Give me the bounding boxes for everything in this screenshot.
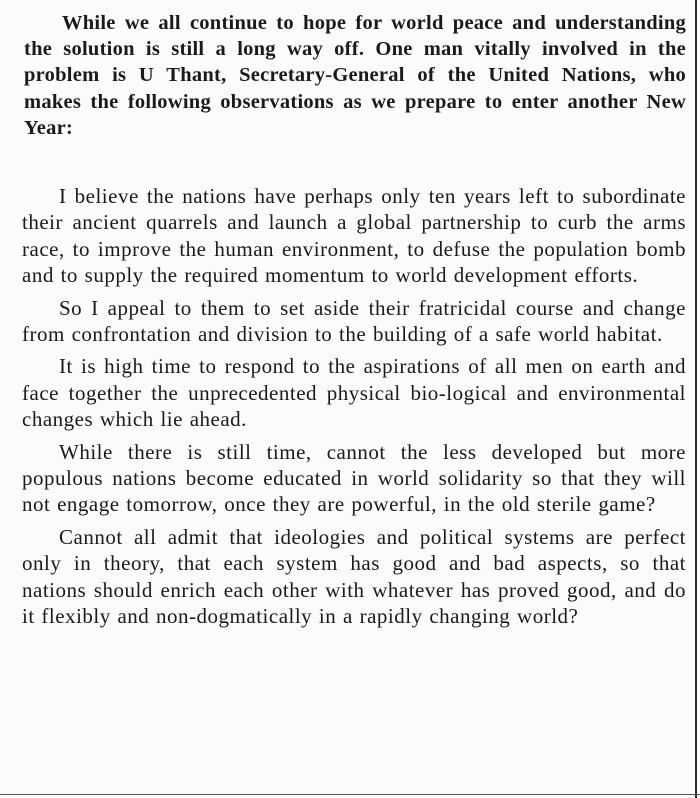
intro-paragraph: While we all continue to hope for world peace and understanding the solution is still a long way off. One man vitally involved in the problem is U Thant, Secretary-General of the United Nations, who makes the following observations as we prepare to enter another New Year: bbox=[24, 12, 686, 139]
quotation-block bbox=[22, 183, 686, 636]
quote-paragraph-1: I believe the nations have perhaps only ten years left to subordinate their ancient quarrels and launch a global partnership to curb the arms race, to improve the human environment, to defuse the population bomb and to supply the required momentum to world development efforts. bbox=[22, 184, 686, 288]
quote-paragraph-4: While there is still time, cannot the less developed but more populous nations become educated in world solidarity so that they will not engage tomorrow, once they are powerful, in the old sterile game? bbox=[22, 439, 686, 517]
page-border-bottom bbox=[0, 794, 700, 795]
quote-paragraph-5: Cannot all admit that ideologies and political systems are perfect only in theory, that each system has good and bad aspects, so that nations should enrich each other with whatever has proved good, and do it flexibly and non-dogmatically in a rapidly changing world? bbox=[22, 524, 686, 629]
page-border-right bbox=[695, 0, 697, 798]
quote-paragraph-2: So I appeal to them to set aside their fratricidal course and change from confrontation and division to the building of a safe world habitat. bbox=[22, 295, 686, 347]
quote-paragraph-3: It is high time to respond to the aspirations of all men on earth and face together the unprecedented physical bio-logical and environmental changes which lie ahead. bbox=[22, 354, 686, 432]
